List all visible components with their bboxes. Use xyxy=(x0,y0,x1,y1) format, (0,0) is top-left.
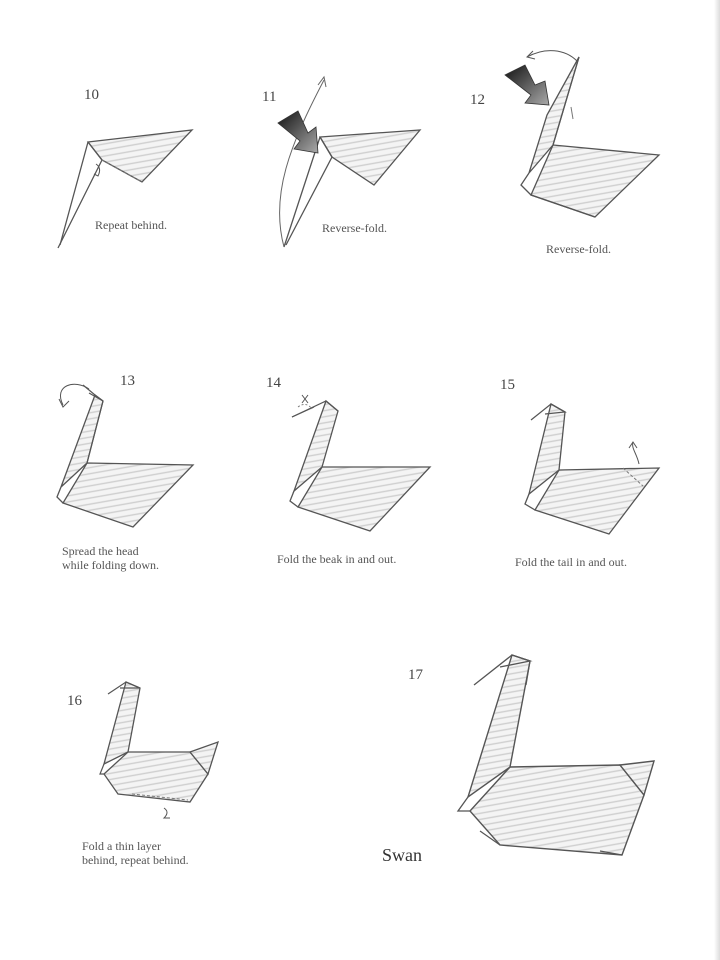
step-13-caption-line1: Spread the head xyxy=(62,544,139,558)
swan-final-label: Swan xyxy=(382,845,422,865)
step-16-diagram xyxy=(92,670,232,830)
step-13-caption-line2: while folding down. xyxy=(62,558,159,572)
step-14-diagram xyxy=(280,385,440,540)
step-number-13: 13 xyxy=(120,373,135,389)
step-10-caption: Repeat behind. xyxy=(95,218,167,232)
step-13-diagram xyxy=(45,375,205,535)
step-number-14: 14 xyxy=(266,375,281,391)
step-number-17: 17 xyxy=(408,667,423,683)
step-12-diagram xyxy=(495,45,670,230)
step-11-caption: Reverse-fold. xyxy=(322,221,387,235)
step-16-caption-line1: Fold a thin layer xyxy=(82,839,161,853)
step-12-caption: Reverse-fold. xyxy=(546,242,611,256)
step-17-diagram xyxy=(450,645,660,865)
step-16-caption-line2: behind, repeat behind. xyxy=(82,853,189,867)
step-number-15: 15 xyxy=(500,377,515,393)
step-number-16: 16 xyxy=(67,693,82,709)
step-15-diagram xyxy=(515,390,675,540)
step-14-caption: Fold the beak in and out. xyxy=(277,552,397,566)
step-number-11: 11 xyxy=(262,89,277,105)
step-number-12: 12 xyxy=(470,92,485,108)
step-number-10: 10 xyxy=(84,87,99,103)
page-edge-shadow xyxy=(714,0,720,960)
step-15-caption: Fold the tail in and out. xyxy=(515,555,627,569)
